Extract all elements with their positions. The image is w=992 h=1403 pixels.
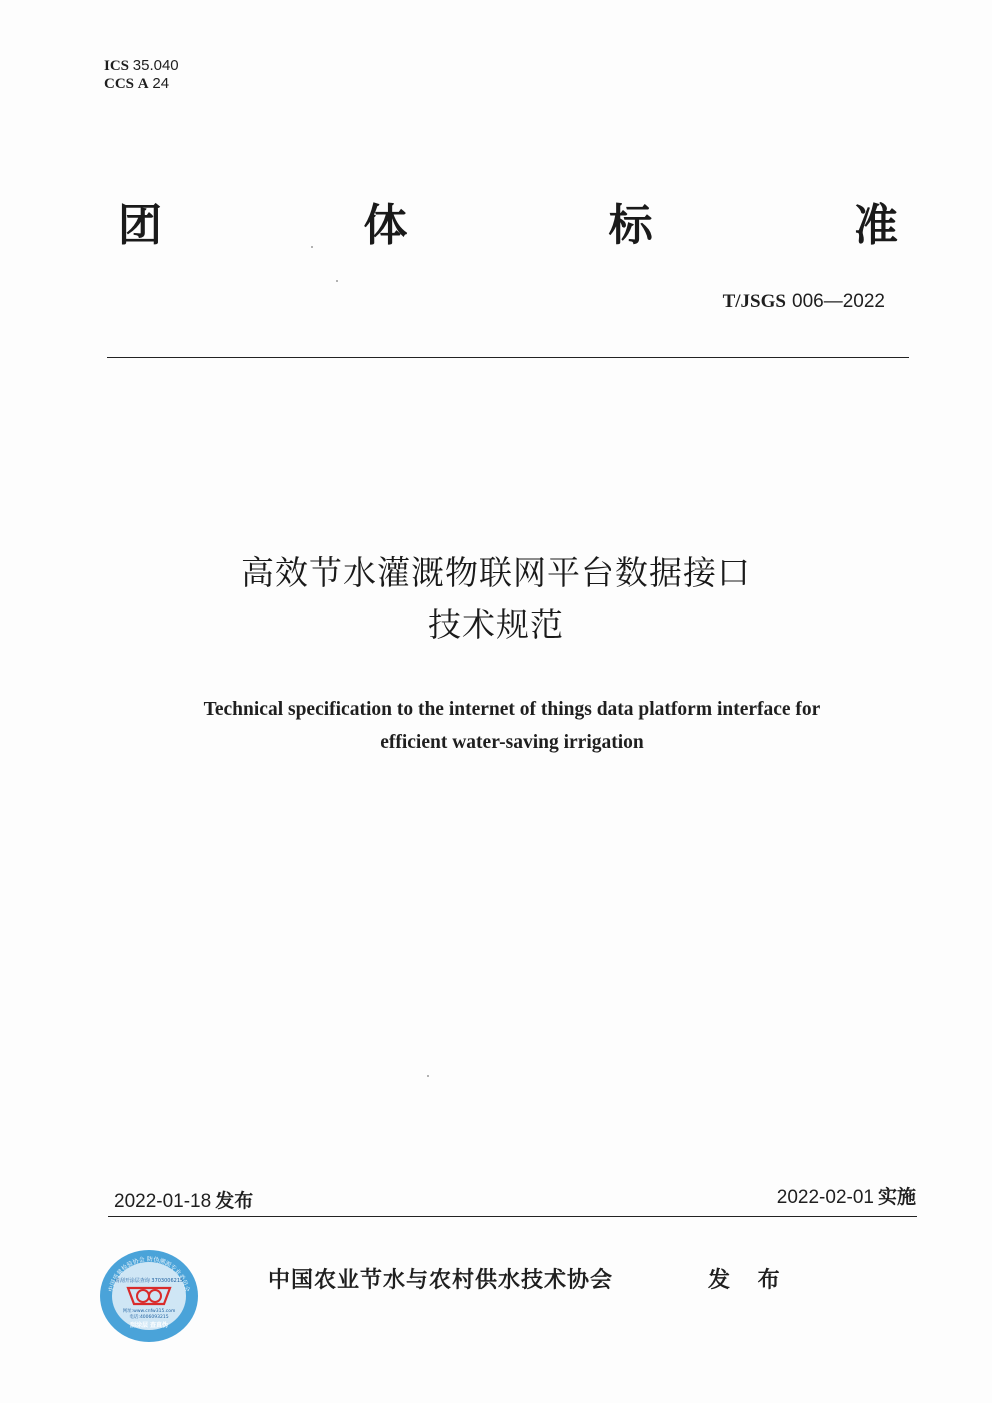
chinese-title-line-1: 高效节水灌溉物联网平台数据接口 <box>241 553 751 592</box>
ccs-line <box>104 75 179 93</box>
standard-type-heading <box>118 196 898 256</box>
classification-codes <box>104 57 179 93</box>
scan-speck <box>311 246 313 248</box>
date-row <box>112 1184 916 1214</box>
ics-label: ICS <box>104 58 130 74</box>
seal-phone-text: 电话:4006093215 <box>129 1315 169 1320</box>
top-divider <box>107 357 909 358</box>
english-title-line-2: efficient water-saving irrigation <box>380 732 644 753</box>
publisher-word: 发 布 <box>708 1268 790 1293</box>
implement-date: 2022-02-01 <box>776 1187 874 1208</box>
issue-word: 发布 <box>215 1190 254 1212</box>
ics-code: 35.040 <box>132 57 179 74</box>
standard-number-prefix: T/JSGS <box>722 291 786 312</box>
standard-type-char: 准 <box>853 200 898 251</box>
ccs-code-letter: A <box>137 76 149 92</box>
scan-speck <box>427 1075 429 1077</box>
standard-type-char: 标 <box>608 200 653 251</box>
ccs-code-number: 24 <box>152 75 170 92</box>
standard-type-char: 团 <box>118 200 162 251</box>
seal-bottom-text: 刮涂层 查真伪 <box>129 1322 169 1329</box>
standard-number-suffix: 006—2022 <box>792 291 885 312</box>
ics-line <box>104 57 179 75</box>
implement-word: 实施 <box>877 1186 916 1208</box>
anti-counterfeit-seal-icon <box>98 1248 200 1344</box>
ccs-label: CCS <box>104 76 135 92</box>
issue-date: 2022-01-18 <box>114 1191 212 1212</box>
seal-site-text: 网址:www.cnfw315.com <box>122 1309 176 1314</box>
seal-arc-text: 中国质量检验协会 防伪溯源专业委员会 <box>107 1255 191 1293</box>
bottom-divider <box>108 1216 917 1217</box>
publisher-name: 中国农业节水与农村供水技术协会 <box>268 1268 614 1293</box>
issue-date-block <box>114 1186 253 1217</box>
implement-date-block <box>777 1182 916 1213</box>
standard-number <box>723 288 885 315</box>
english-title-line-1: Technical specification to the internet of things data platform interface for <box>203 699 821 720</box>
chinese-title-line-2: 技术规范 <box>428 605 564 644</box>
seal-inner-text: 请刮开涂层查询 3703006215 <box>114 1278 184 1284</box>
chinese-title <box>96 547 896 651</box>
standard-type-char: 体 <box>363 200 408 251</box>
scan-speck <box>336 280 338 282</box>
english-title <box>112 693 912 759</box>
